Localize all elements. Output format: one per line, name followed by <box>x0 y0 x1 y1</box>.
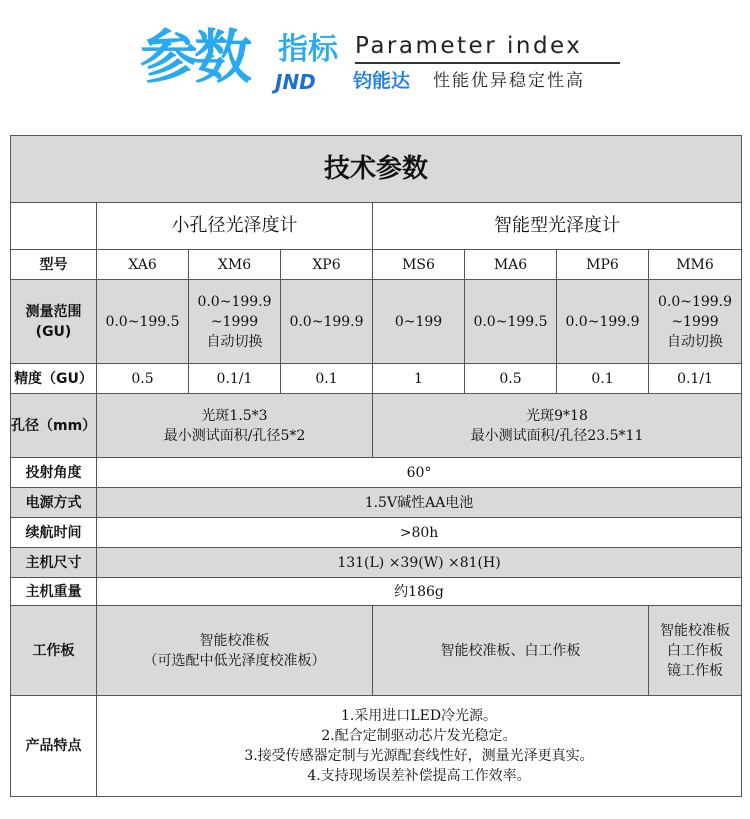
table-row <box>11 364 742 394</box>
row-label: 电源方式 <box>11 488 97 518</box>
model: XM6 <box>189 250 281 280</box>
precision-cell: 1 <box>373 364 465 394</box>
feature-item: 1.采用进口LED冷光源。 <box>340 708 498 724</box>
range-cell <box>97 280 189 364</box>
feature-item: 4.支持现场误差补偿提高工作效率。 <box>307 768 531 784</box>
divider <box>355 62 620 64</box>
cell-line: 0~199 <box>394 313 443 330</box>
table-row <box>11 280 742 364</box>
cell-line: ~1999 <box>210 313 259 330</box>
slogan: 性能优异稳定性高 <box>433 71 585 91</box>
cell-line: 光斑9*18 <box>526 407 588 424</box>
cell-line: 自动切换 <box>667 333 723 350</box>
weight-value: 约186g <box>97 578 742 606</box>
cell-line: 0.0~199.9 <box>565 313 640 330</box>
range-cell <box>465 280 557 364</box>
range-cell <box>189 280 281 364</box>
row-label: 工作板 <box>11 606 97 696</box>
feature-item: 3.接受传感器定制与光源配套线性好，测量光泽更真实。 <box>244 748 594 764</box>
table-row <box>11 488 742 518</box>
group-smart: 智能型光泽度计 <box>373 203 742 250</box>
row-label: 续航时间 <box>11 518 97 548</box>
cell-line: 0.0~199.9 <box>289 313 364 330</box>
table-row <box>11 548 742 578</box>
model: MS6 <box>373 250 465 280</box>
precision-cell: 0.1/1 <box>189 364 281 394</box>
title-en: Parameter index <box>355 33 583 59</box>
cell-line: 0.0~199.5 <box>473 313 548 330</box>
size-value: 131(L) ×39(W) ×81(H) <box>97 548 742 578</box>
title-big: 参数 <box>140 23 249 91</box>
label-line: (GU) <box>35 323 72 340</box>
label-line: 测量范围 <box>25 303 82 320</box>
spec-table <box>10 135 742 797</box>
board-cell <box>649 606 742 696</box>
feature-item: 2.配合定制驱动芯片发光稳定。 <box>321 728 517 744</box>
cell-line: 最小测试面积/孔径5*2 <box>163 427 306 444</box>
cell-line: ~1999 <box>671 313 719 330</box>
row-label <box>11 280 97 364</box>
cell-line: 0.0~199.9 <box>197 293 272 310</box>
precision-cell: 0.1 <box>281 364 373 394</box>
aperture-cell <box>373 394 742 458</box>
cell-line: 智能校准板 <box>199 632 270 649</box>
model: XA6 <box>97 250 189 280</box>
model: MM6 <box>649 250 742 280</box>
table-row <box>11 250 742 280</box>
cell-line: 镜工作板 <box>667 662 723 679</box>
row-label: 主机尺寸 <box>11 548 97 578</box>
table-row <box>11 696 742 797</box>
row-label: 型号 <box>11 250 97 280</box>
cell-line: 白工作板 <box>667 642 723 659</box>
table-row <box>11 518 742 548</box>
precision-cell: 0.1/1 <box>649 364 742 394</box>
row-label: 投射角度 <box>11 458 97 488</box>
empty-cell <box>11 203 97 250</box>
model: MP6 <box>557 250 649 280</box>
row-label: 孔径（mm） <box>11 394 97 458</box>
cell-line: 智能校准板 <box>660 622 730 639</box>
range-cell <box>557 280 649 364</box>
range-cell <box>649 280 742 364</box>
cell-line: 智能校准板、白工作板 <box>440 642 581 659</box>
row-label: 产品特点 <box>11 696 97 797</box>
board-cell <box>373 606 649 696</box>
model: MA6 <box>465 250 557 280</box>
model: XP6 <box>281 250 373 280</box>
precision-cell: 0.5 <box>465 364 557 394</box>
board-cell <box>97 606 373 696</box>
title-small: 指标 <box>278 32 338 67</box>
angle-value: 60° <box>97 458 742 488</box>
cell-line: 自动切换 <box>206 333 263 350</box>
battery-value: >80h <box>97 518 742 548</box>
table-title: 技术参数 <box>11 136 742 203</box>
cell-line: 最小测试面积/孔径23.5*11 <box>470 427 644 444</box>
group-small-aperture: 小孔径光泽度计 <box>97 203 373 250</box>
row-label: 精度（GU） <box>11 364 97 394</box>
cell-line: （可选配中低光泽度校准板） <box>143 652 326 669</box>
precision-cell: 0.1 <box>557 364 649 394</box>
logo: JND <box>275 70 316 94</box>
power-value: 1.5V碱性AA电池 <box>97 488 742 518</box>
table-row <box>11 578 742 606</box>
header-banner <box>0 0 750 110</box>
range-cell <box>281 280 373 364</box>
features-cell <box>97 696 742 797</box>
range-cell <box>373 280 465 364</box>
table-row <box>11 606 742 696</box>
row-label: 主机重量 <box>11 578 97 606</box>
aperture-cell <box>97 394 373 458</box>
precision-cell: 0.5 <box>97 364 189 394</box>
table-row <box>11 458 742 488</box>
cell-line: 光斑1.5*3 <box>201 407 268 424</box>
table-row <box>11 394 742 458</box>
brand-name: 钧能达 <box>353 70 411 92</box>
table-title-row <box>11 136 742 203</box>
cell-line: 0.0~199.5 <box>105 313 180 330</box>
cell-line: 0.0~199.9 <box>657 293 733 310</box>
